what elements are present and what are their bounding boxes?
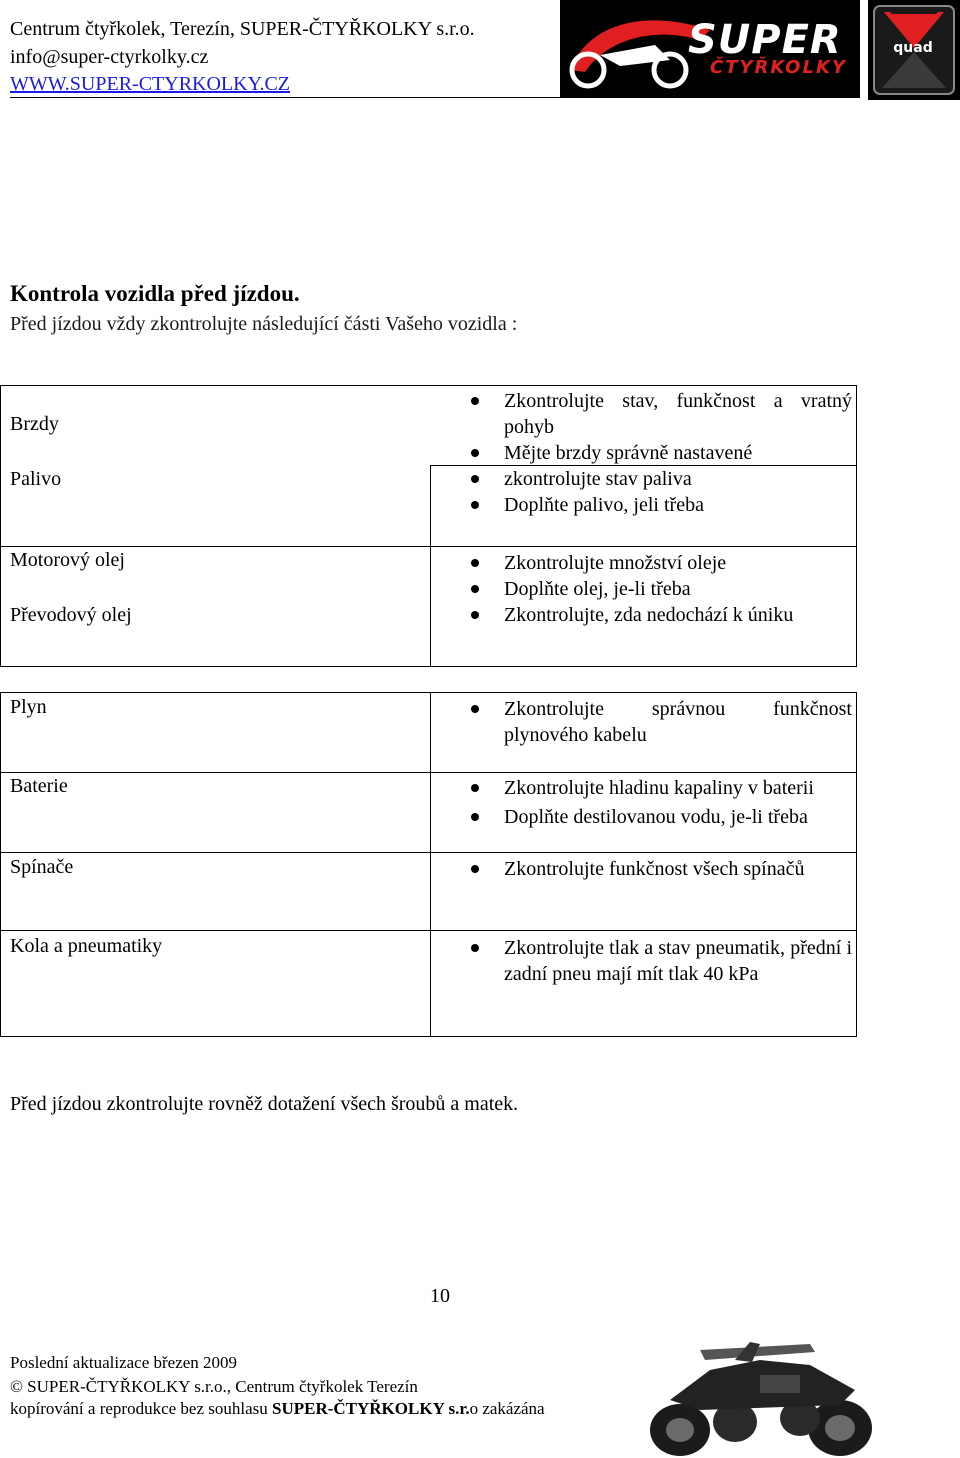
list-item	[432, 388, 852, 440]
bullet-icon	[471, 585, 479, 593]
table-border	[856, 385, 857, 667]
bullet-icon	[471, 449, 479, 457]
row-label-wheels-tires: Kola a pneumatiky	[10, 935, 163, 957]
atv-photo-icon	[640, 1330, 890, 1458]
table-border	[0, 852, 857, 853]
row-label-gear-oil: Převodový olej	[10, 604, 132, 626]
header-company-name: entrum čtyřkolek, Terezín, SUPER-ČTYŘKOLKY s.r.o.	[23, 18, 475, 40]
table-border	[0, 930, 857, 931]
table-border	[430, 465, 431, 667]
header-company	[10, 16, 475, 42]
bullet-icon	[471, 784, 479, 792]
bullet-icon	[471, 944, 479, 952]
row-label-fuel: Palivo	[10, 468, 62, 490]
row-label-switches: Spínače	[10, 856, 74, 878]
footer-copyright-text: SUPER-ČTYŘKOLKY s.r.o., Centrum čtyřkolek Terezín	[22, 1377, 418, 1396]
switches-checklist	[432, 856, 852, 882]
bullet-icon	[471, 475, 479, 483]
intro-text: Před jízdou vždy zkontrolujte následující části Vašeho vozidla :	[10, 313, 518, 335]
bullet-icon	[471, 865, 479, 873]
table-border	[0, 692, 857, 693]
list-item-text: Zkontrolujte tlak a stav pneumatik, přední i zadní pneu mají mít tlak 40 kPa	[504, 937, 852, 985]
after-note: Před jízdou zkontrolujte rovněž dotažení všech šroubů a matek.	[10, 1093, 519, 1115]
bullet-icon	[471, 397, 479, 405]
logo-quad-text: quad	[893, 40, 933, 56]
list-item	[432, 935, 852, 987]
list-item	[432, 696, 852, 748]
list-item-text: Zkontrolujte správnou funkčnost plynového kabelu	[504, 698, 852, 746]
footer-copy-prefix: kopírování a reprodukce bez souhlasu	[10, 1399, 272, 1418]
bullet-icon	[471, 705, 479, 713]
footer-copy-suffix: o zakázána	[469, 1399, 545, 1418]
table-border	[0, 385, 1, 667]
table-border	[0, 666, 857, 667]
row-label-engine-oil: Motorový olej	[10, 549, 125, 571]
footer-copy-company: SUPER-ČTYŘKOLKY s.r.	[272, 1399, 470, 1418]
table-border	[0, 546, 857, 547]
wheels-checklist	[432, 935, 852, 987]
list-item	[432, 775, 852, 801]
list-item	[432, 550, 852, 576]
footer-copyright	[10, 1376, 418, 1398]
header-website-link[interactable]: WWW.SUPER-CTYRKOLKY.CZ	[10, 73, 291, 95]
list-item	[432, 602, 852, 628]
super-ctyrkolky-logo	[560, 0, 860, 98]
header-email[interactable]: info@super-ctyrkolky.cz	[10, 46, 209, 68]
footer-updated: Poslední aktualizace březen 2009	[10, 1353, 238, 1372]
x-quad-logo	[868, 0, 960, 100]
list-item-text: Zkontrolujte množství oleje	[504, 552, 727, 574]
list-item	[432, 440, 852, 466]
table-border	[0, 692, 1, 1037]
bullet-icon	[471, 813, 479, 821]
list-item-text: Doplňte destilovanou vodu, je-li třeba	[504, 806, 808, 828]
header-company-initial: C	[10, 18, 24, 40]
table-border	[430, 692, 431, 1037]
list-item-text: Zkontrolujte stav, funkčnost a vratný pohyb	[504, 390, 852, 438]
table-border	[0, 772, 857, 773]
table-border	[856, 692, 857, 1037]
row-label-brakes: Brzdy	[10, 413, 59, 435]
list-item-text: Doplňte olej, je-li třeba	[504, 578, 691, 600]
bullet-icon	[471, 559, 479, 567]
list-item	[432, 856, 852, 882]
table-border	[0, 1036, 857, 1037]
page-number: 10	[430, 1285, 450, 1307]
oil-checklist	[432, 550, 852, 628]
throttle-checklist	[432, 696, 852, 748]
page-title: Kontrola vozidla před jízdou.	[10, 281, 300, 306]
logo-wordmark: SUPER	[688, 17, 842, 63]
logo-subword: ČTYŘKOLKY	[710, 57, 847, 78]
row-label-throttle: Plyn	[10, 696, 47, 718]
footer-copy-notice	[10, 1398, 545, 1420]
list-item-text: zkontrolujte stav paliva	[504, 468, 692, 490]
list-item	[432, 804, 852, 830]
list-item	[432, 576, 852, 602]
bullet-icon	[471, 501, 479, 509]
battery-checklist	[432, 775, 852, 830]
copyright-icon: ©	[10, 1377, 23, 1396]
list-item	[432, 466, 852, 492]
brakes-fuel-checklist	[432, 388, 852, 518]
list-item-text: Zkontrolujte, zda nedochází k úniku	[504, 604, 794, 626]
list-item-text: Mějte brzdy správně nastavené	[504, 442, 753, 464]
bullet-icon	[471, 611, 479, 619]
list-item-text: Zkontrolujte hladinu kapaliny v baterii	[504, 777, 814, 799]
list-item-text: Zkontrolujte funkčnost všech spínačů	[504, 858, 805, 880]
row-label-battery: Baterie	[10, 775, 68, 797]
list-item-text: Doplňte palivo, jeli třeba	[504, 494, 704, 516]
table-border	[0, 385, 857, 386]
list-item	[432, 492, 852, 518]
